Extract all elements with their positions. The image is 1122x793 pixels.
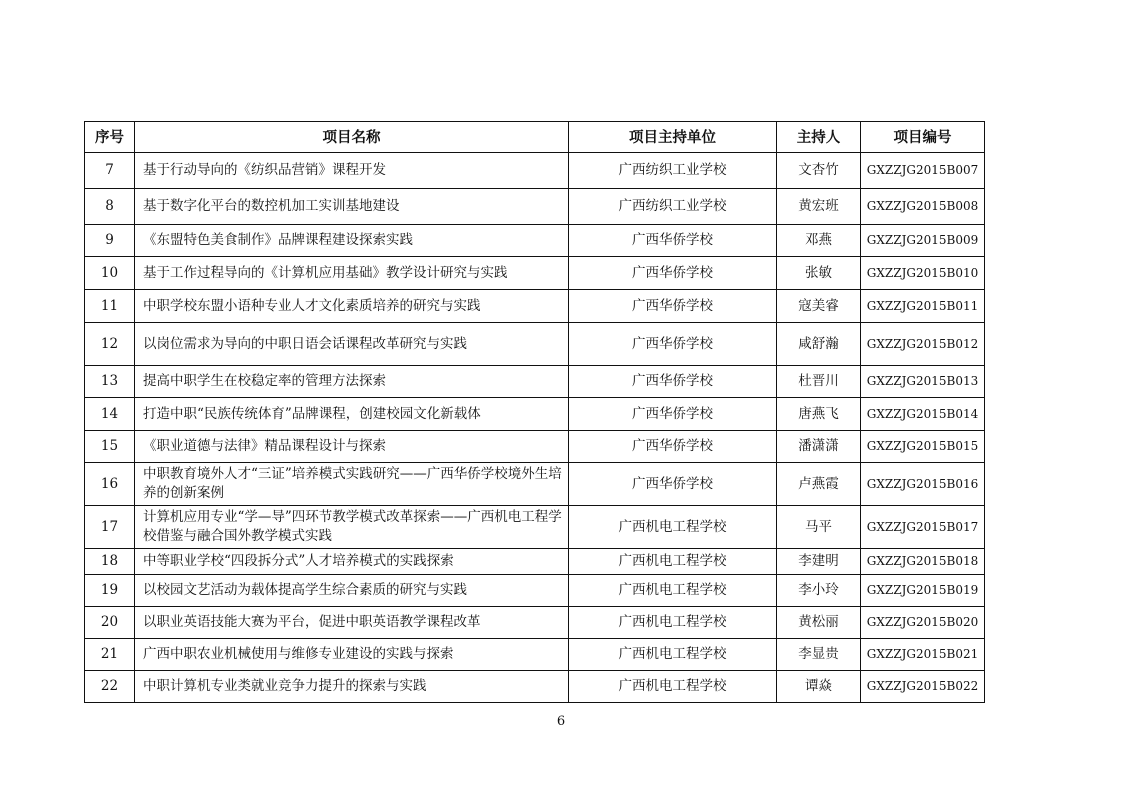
row-project-name: 计算机应用专业“学—导”四环节教学模式改革探索——广西机电工程学校借鉴与融合国外教学模式实践 [135, 506, 569, 549]
row-project-code: GXZZJG2015B014 [861, 398, 985, 431]
table-row [85, 549, 985, 575]
table-row [85, 189, 985, 225]
row-no: 7 [85, 153, 135, 189]
row-host: 张敏 [777, 257, 861, 290]
row-host-unit: 广西机电工程学校 [569, 549, 777, 575]
row-project-name: 基于行动导向的《纺织品营销》课程开发 [135, 153, 569, 189]
row-host-unit: 广西华侨学校 [569, 366, 777, 398]
row-host: 李显贵 [777, 639, 861, 671]
row-project-name: 《职业道德与法律》精品课程设计与探索 [135, 431, 569, 463]
row-project-code: GXZZJG2015B019 [861, 575, 985, 607]
row-host-unit: 广西华侨学校 [569, 225, 777, 257]
row-host: 寇美睿 [777, 290, 861, 323]
table-row [85, 463, 985, 506]
row-no: 18 [85, 549, 135, 575]
row-no: 16 [85, 463, 135, 506]
table-body [85, 153, 985, 703]
row-project-code: GXZZJG2015B018 [861, 549, 985, 575]
row-host: 杜晋川 [777, 366, 861, 398]
table-row [85, 575, 985, 607]
table-row [85, 639, 985, 671]
row-project-name: 基于数字化平台的数控机加工实训基地建设 [135, 189, 569, 225]
row-project-name: 以职业英语技能大赛为平台，促进中职英语教学课程改革 [135, 607, 569, 639]
row-project-name: 广西中职农业机械使用与维修专业建设的实践与探索 [135, 639, 569, 671]
row-project-code: GXZZJG2015B016 [861, 463, 985, 506]
header-no: 序号 [85, 122, 135, 153]
header-project-name: 项目名称 [135, 122, 569, 153]
row-host-unit: 广西华侨学校 [569, 398, 777, 431]
row-no: 12 [85, 323, 135, 366]
row-project-name: 提高中职学生在校稳定率的管理方法探索 [135, 366, 569, 398]
row-host: 李建明 [777, 549, 861, 575]
table-row [85, 431, 985, 463]
row-no: 19 [85, 575, 135, 607]
row-project-code: GXZZJG2015B017 [861, 506, 985, 549]
table-header-row [85, 122, 985, 153]
row-project-code: GXZZJG2015B009 [861, 225, 985, 257]
row-no: 14 [85, 398, 135, 431]
row-host: 李小玲 [777, 575, 861, 607]
row-host-unit: 广西纺织工业学校 [569, 189, 777, 225]
project-table [84, 121, 985, 703]
row-host: 唐燕飞 [777, 398, 861, 431]
table-row [85, 153, 985, 189]
row-project-name: 中职计算机专业类就业竞争力提升的探索与实践 [135, 671, 569, 703]
row-host-unit: 广西机电工程学校 [569, 639, 777, 671]
row-project-code: GXZZJG2015B007 [861, 153, 985, 189]
row-host: 邓燕 [777, 225, 861, 257]
table-row [85, 398, 985, 431]
row-project-code: GXZZJG2015B020 [861, 607, 985, 639]
table-row [85, 323, 985, 366]
row-project-name: 以岗位需求为导向的中职日语会话课程改革研究与实践 [135, 323, 569, 366]
row-host-unit: 广西机电工程学校 [569, 506, 777, 549]
row-host: 黄宏班 [777, 189, 861, 225]
row-host: 咸舒瀚 [777, 323, 861, 366]
row-host: 黄松丽 [777, 607, 861, 639]
row-project-code: GXZZJG2015B012 [861, 323, 985, 366]
row-no: 21 [85, 639, 135, 671]
row-host-unit: 广西华侨学校 [569, 257, 777, 290]
page-number: 6 [556, 714, 566, 729]
row-host: 文杏竹 [777, 153, 861, 189]
table-row [85, 671, 985, 703]
row-project-name: 打造中职“民族传统体育”品牌课程，创建校园文化新载体 [135, 398, 569, 431]
row-project-code: GXZZJG2015B015 [861, 431, 985, 463]
row-no: 22 [85, 671, 135, 703]
row-project-code: GXZZJG2015B011 [861, 290, 985, 323]
row-host-unit: 广西机电工程学校 [569, 671, 777, 703]
row-no: 10 [85, 257, 135, 290]
row-no: 13 [85, 366, 135, 398]
row-no: 11 [85, 290, 135, 323]
row-project-name: 基于工作过程导向的《计算机应用基础》教学设计研究与实践 [135, 257, 569, 290]
row-host-unit: 广西华侨学校 [569, 463, 777, 506]
row-host: 卢燕霞 [777, 463, 861, 506]
row-project-code: GXZZJG2015B010 [861, 257, 985, 290]
row-host-unit: 广西纺织工业学校 [569, 153, 777, 189]
row-host-unit: 广西华侨学校 [569, 431, 777, 463]
row-no: 8 [85, 189, 135, 225]
row-host-unit: 广西华侨学校 [569, 323, 777, 366]
row-host-unit: 广西机电工程学校 [569, 607, 777, 639]
table-row [85, 257, 985, 290]
header-project-code: 项目编号 [861, 122, 985, 153]
row-project-name: 中职学校东盟小语种专业人才文化素质培养的研究与实践 [135, 290, 569, 323]
row-no: 17 [85, 506, 135, 549]
row-no: 20 [85, 607, 135, 639]
row-project-code: GXZZJG2015B008 [861, 189, 985, 225]
row-project-code: GXZZJG2015B021 [861, 639, 985, 671]
row-host-unit: 广西机电工程学校 [569, 575, 777, 607]
table-row [85, 290, 985, 323]
table-row [85, 607, 985, 639]
table-row [85, 366, 985, 398]
header-host-unit: 项目主持单位 [569, 122, 777, 153]
row-project-name: 《东盟特色美食制作》品牌课程建设探索实践 [135, 225, 569, 257]
row-no: 9 [85, 225, 135, 257]
row-project-code: GXZZJG2015B013 [861, 366, 985, 398]
row-no: 15 [85, 431, 135, 463]
row-host: 谭焱 [777, 671, 861, 703]
row-project-name: 中等职业学校“四段拆分式”人才培养模式的实践探索 [135, 549, 569, 575]
row-host: 潘潇潇 [777, 431, 861, 463]
row-project-code: GXZZJG2015B022 [861, 671, 985, 703]
header-host: 主持人 [777, 122, 861, 153]
table-row [85, 506, 985, 549]
row-host: 马平 [777, 506, 861, 549]
table-row [85, 225, 985, 257]
row-project-name: 中职教育境外人才“三证”培养模式实践研究——广西华侨学校境外生培养的创新案例 [135, 463, 569, 506]
row-host-unit: 广西华侨学校 [569, 290, 777, 323]
row-project-name: 以校园文艺活动为载体提高学生综合素质的研究与实践 [135, 575, 569, 607]
